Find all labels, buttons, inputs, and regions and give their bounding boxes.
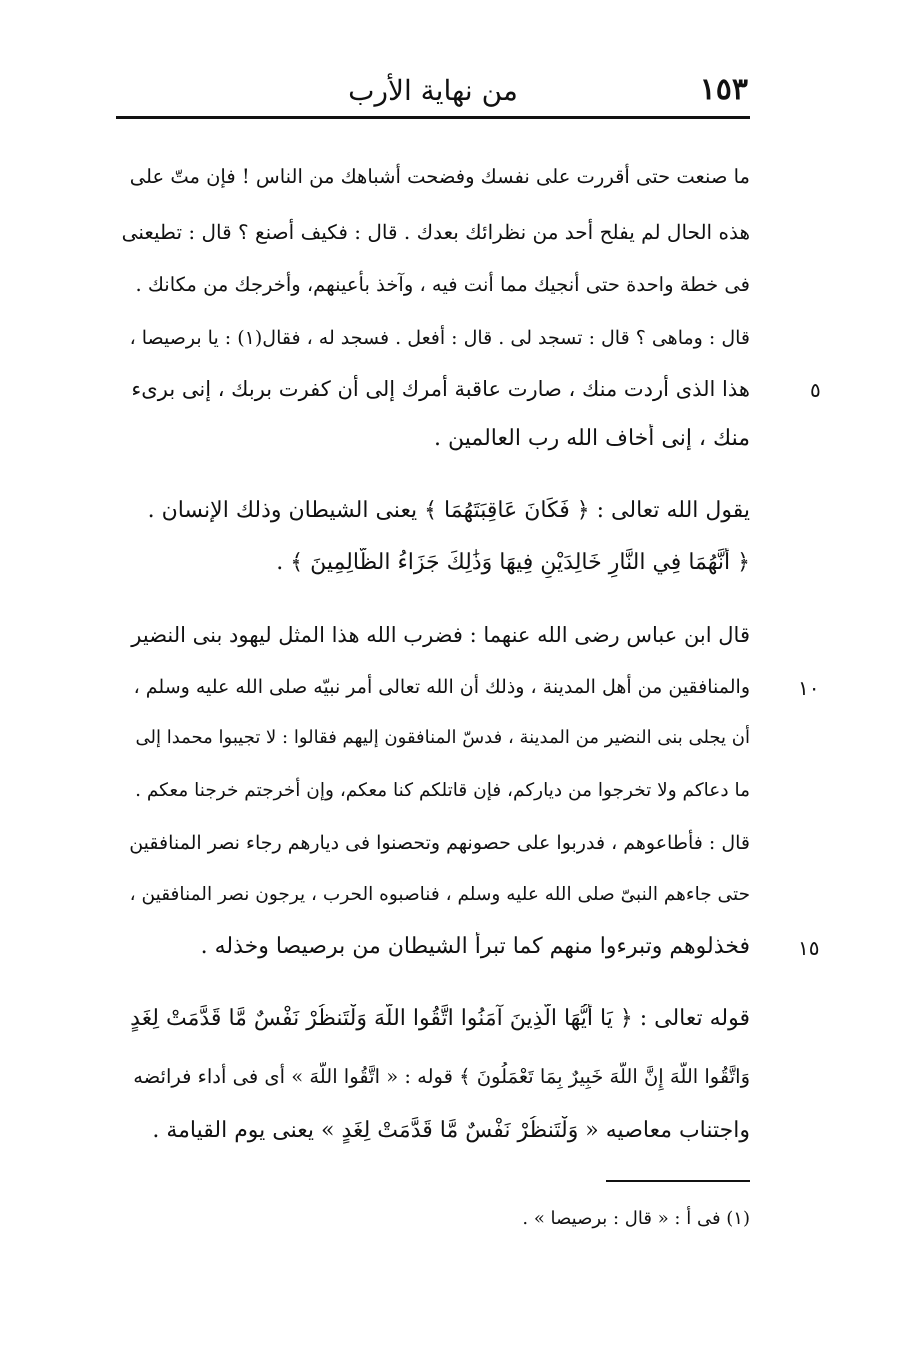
text-line: منك ، إنى أخاف الله رب العالمين .: [434, 426, 750, 451]
text-line: هذا الذى أردت منك ، صارت عاقبة أمرك إلى أن كفرت بربك ، إنى برىء: [131, 377, 750, 401]
line-marker-10: ١٠: [798, 676, 820, 700]
text-line: قال : فأطاعوهم ، فدربوا على حصونهم وتحصنوا فى ديارهم رجاء نصر المنافقين: [129, 832, 750, 854]
text-line: هذه الحال لم يفلح أحد من نظرائك بعدك . قال : فكيف أصنع ؟ قال : تطيعنى: [122, 220, 750, 244]
text-line: فى خطة واحدة حتى أنجيك مما أنت فيه ، وآخذ بأعينهم، وأخرجك من مكانك .: [135, 273, 750, 296]
footnote-rule: [606, 1180, 750, 1182]
text-line: ما دعاكم ولا تخرجوا من دياركم، فإن قاتلكم كنا معكم، وإن أخرجتم خرجنا معكم .: [135, 780, 750, 801]
footnote: (١) فى أ : « قال : برصيصا » .: [522, 1208, 750, 1229]
text-line: وَاتَّقُوا اللَّهَ إِنَّ اللَّهَ خَبِيرٌ بِمَا تَعْمَلُونَ ﴾ قوله : « اتَّقُوا اللَّهَ » أى فى أداء فرائضه: [133, 1065, 750, 1088]
text-line: أن يجلى بنى النضير من المدينة ، فدسّ المنافقون إليهم فقالوا : لا تجيبوا محمدا إلى: [135, 727, 750, 748]
page-number: ١٥٣: [699, 72, 748, 107]
text-line: قال : وماهى ؟ قال : تسجد لى . قال : أفعل . فسجد له ، فقال(١) : يا برصيصا ،: [129, 327, 750, 349]
header-rule: [116, 116, 750, 119]
text-line: حتى جاءهم النبىّ صلى الله عليه وسلم ، فناصبوه الحرب ، يرجون نصر المنافقين ،: [129, 884, 750, 905]
text-line: ﴿ أَنَّهُمَا فِي النَّارِ خَالِدَيْنِ فِيهَا وَذَٰلِكَ جَزَاءُ الظَّالِمِينَ ﴾ .: [276, 550, 750, 575]
text-line: ما صنعت حتى أقررت على نفسك وفضحت أشباهك من الناس ! فإن متّ على: [129, 165, 750, 188]
text-line: فخذلوهم وتبرءوا منهم كما تبرأ الشيطان من برصيصا وخذله .: [200, 934, 750, 959]
line-marker-15: ١٥: [798, 936, 820, 960]
line-marker-5: ٥: [810, 378, 821, 402]
text-line: والمنافقين من أهل المدينة ، وذلك أن الله تعالى أمر نبيّه صلى الله عليه وسلم ،: [133, 676, 750, 698]
text-line: يقول الله تعالى : ﴿ فَكَانَ عَاقِبَتَهُمَا ﴾ يعنى الشيطان وذلك الإنسان .: [147, 498, 750, 523]
text-line: قوله تعالى : ﴿ يَا أَيُّهَا الَّذِينَ آمَنُوا اتَّقُوا اللَّهَ وَلْتَنظُرْ نَفْسٌ مَّا قَدَّمَتْ لِغَدٍ: [130, 1006, 750, 1031]
text-line: قال ابن عباس رضى الله عنهما : فضرب الله هذا المثل ليهود بنى النضير: [131, 623, 750, 647]
running-title: من نهاية الأرب: [348, 74, 518, 107]
page-header: [118, 68, 748, 116]
text-line: واجتناب معاصيه « وَلْتَنظُرْ نَفْسٌ مَّا قَدَّمَتْ لِغَدٍ » يعنى يوم القيامة .: [152, 1118, 750, 1143]
